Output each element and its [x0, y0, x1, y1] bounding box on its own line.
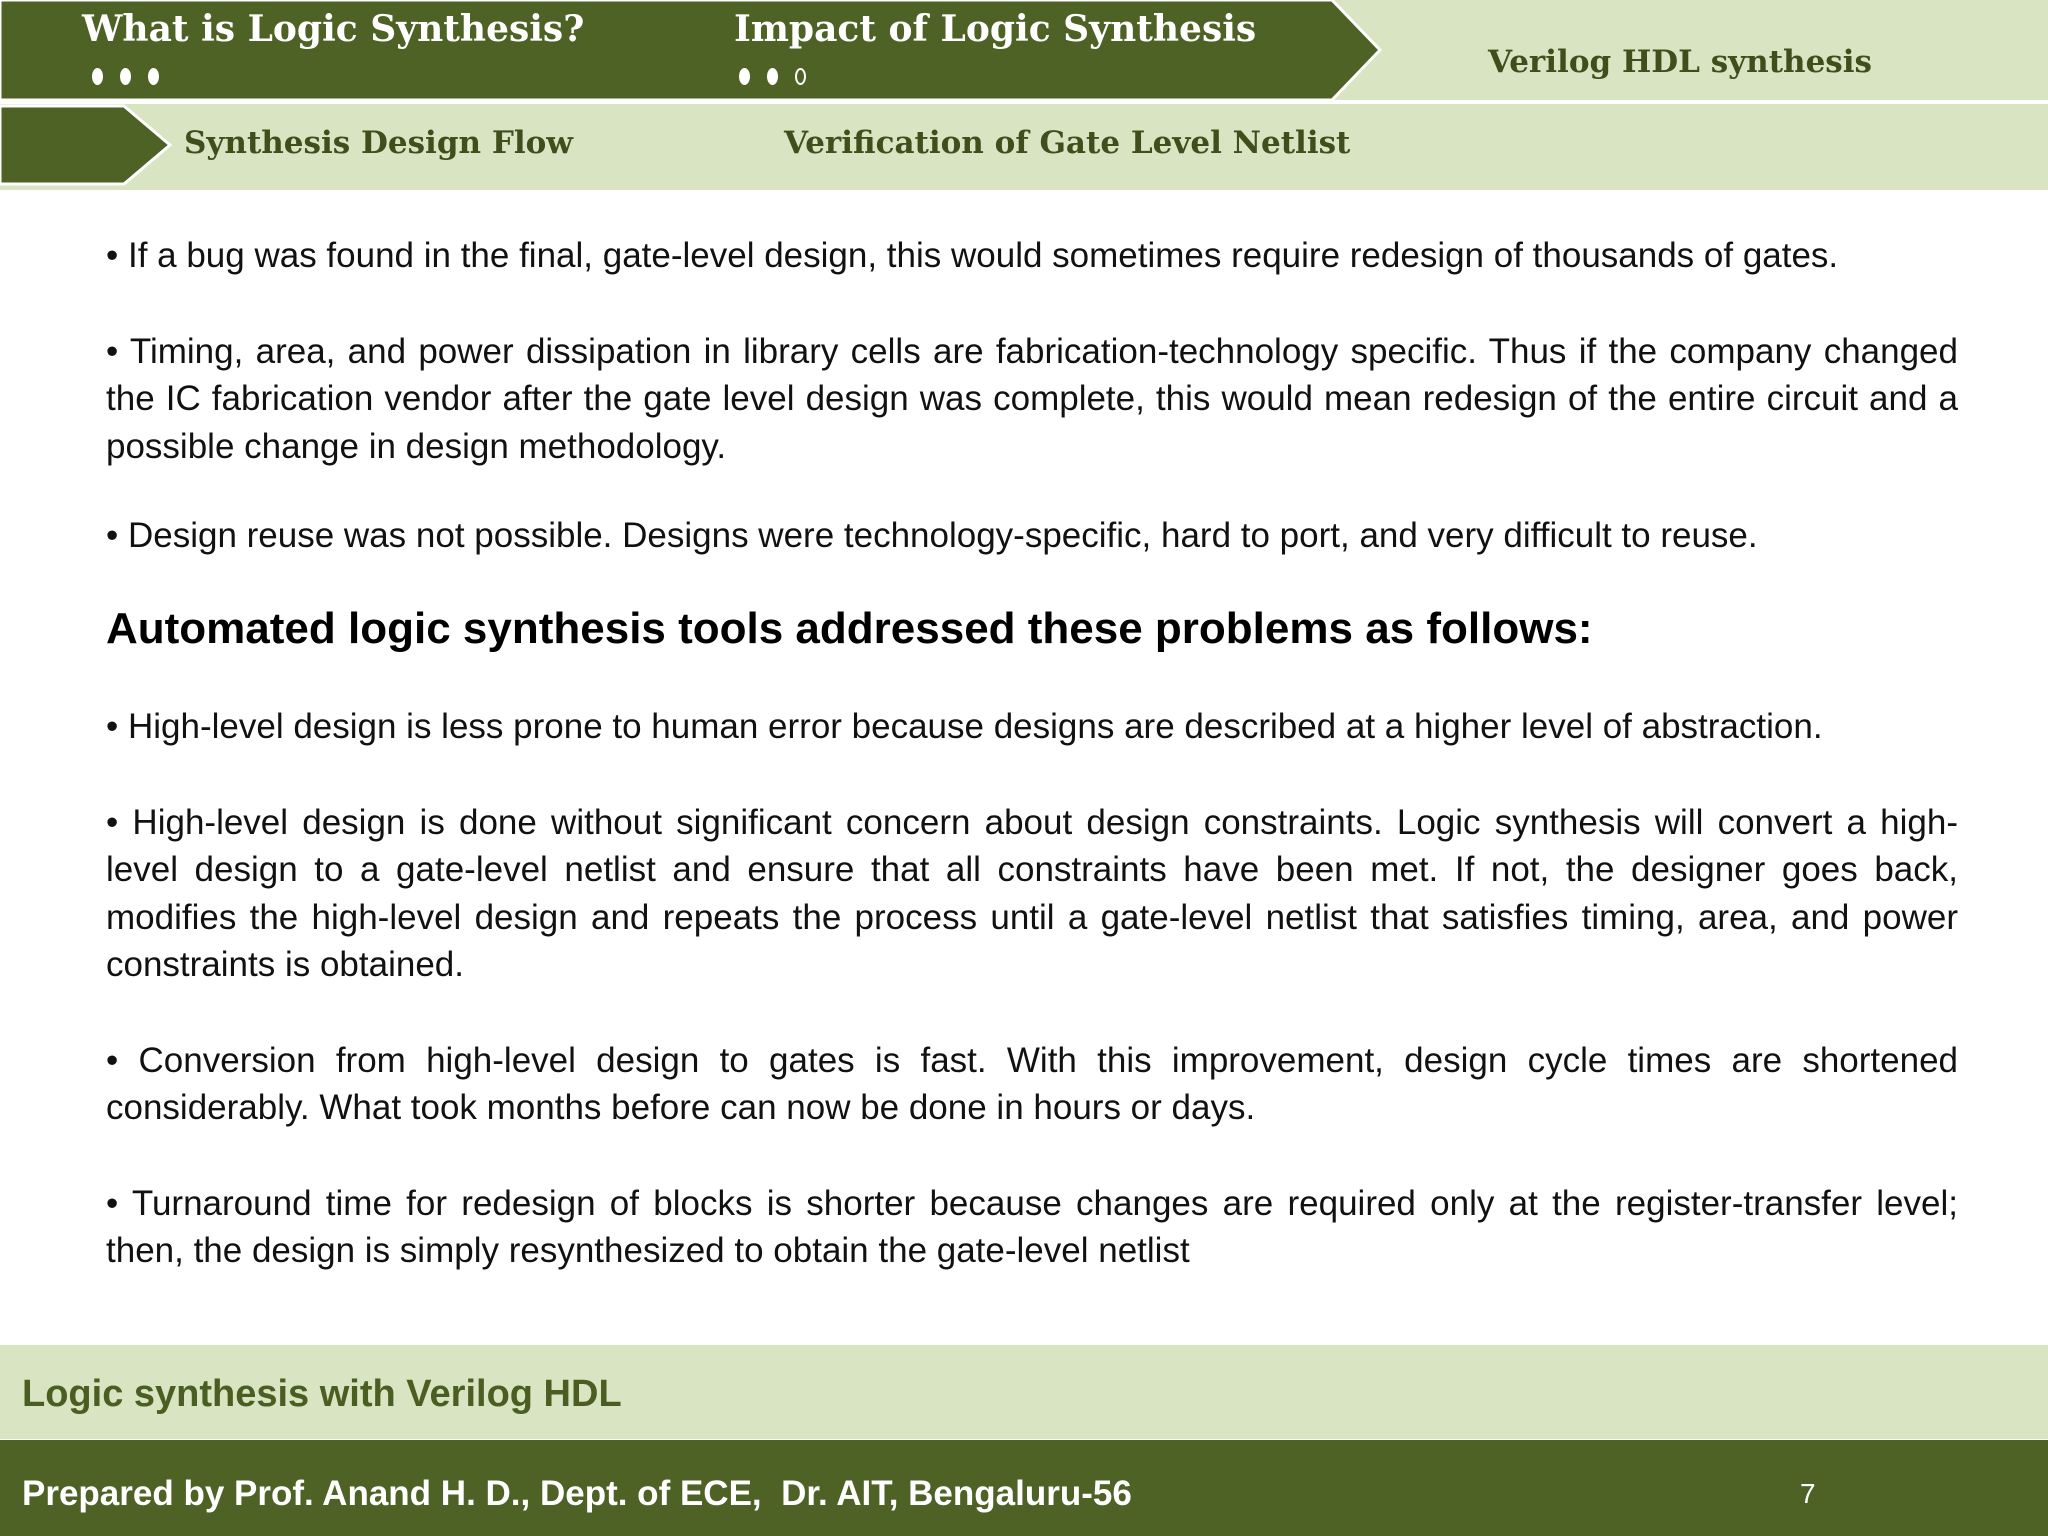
footer-credit-bar — [0, 1440, 2048, 1536]
nav-section-verilog-hdl-synthesis[interactable]: Verilog HDL synthesis — [1488, 44, 1872, 80]
solution-bullet: • High-level design is done without significant concern about design constraints. Logic synthesis will convert a high-level design to a gate-level netlist and ensure that all constraints have been met. If not, the designer goes back, modifies the high-level design and repeats the process until a gate-level netlist that satisfies timing, area, and power constraints is obtained. — [106, 802, 1958, 985]
footer-credit: Prepared by Prof. Anand H. D., Dept. of ECE, Dr. AIT, Bengaluru-56 — [22, 1474, 1132, 1513]
progress-dot-empty — [795, 68, 806, 85]
progress-dot-filled — [739, 68, 750, 85]
nav-subsection-verification-of-gate-level-netlist[interactable]: Verification of Gate Level Netlist — [784, 125, 1351, 161]
progress-dot-filled — [767, 68, 778, 85]
nav-subsection-synthesis-design-flow[interactable]: Synthesis Design Flow — [184, 125, 573, 161]
problem-bullet: • If a bug was found in the final, gate-level design, this would sometimes require redesign of thousands of gates. — [106, 236, 1839, 275]
section-progress-dots — [739, 68, 806, 85]
section-heading: Automated logic synthesis tools addressed these problems as follows: — [106, 603, 1593, 653]
nav-section-what-is-logic-synthesis[interactable]: What is Logic Synthesis? — [82, 8, 585, 50]
problem-bullet: • Design reuse was not possible. Designs were technology-specific, hard to port, and very difficult to reuse. — [106, 516, 1758, 555]
nav-section-impact-of-logic-synthesis[interactable]: Impact of Logic Synthesis — [734, 8, 1257, 50]
solution-bullet: • Turnaround time for redesign of blocks is shorter because changes are required only at the register-transfer level; then, the design is simply resynthesized to obtain the gate-level netlist — [106, 1183, 1958, 1271]
footer-title: Logic synthesis with Verilog HDL — [22, 1373, 622, 1415]
solution-bullet: • Conversion from high-level design to gates is fast. With this improvement, design cycle times are shortened considerably. What took months before can now be done in hours or days. — [106, 1040, 1958, 1128]
solution-bullet: • High-level design is less prone to human error because designs are described at a higher level of abstraction. — [106, 707, 1823, 747]
progress-dot-filled — [92, 68, 103, 85]
page-number: 7 — [1800, 1478, 1816, 1509]
progress-dot-filled — [148, 68, 159, 85]
subsection-arrow — [0, 106, 170, 184]
slide-navigation-bar — [0, 0, 2048, 190]
footer-title-bar — [0, 1345, 2048, 1439]
problem-bullet: • Timing, area, and power dissipation in library cells are fabrication-technology specific. Thus if the company changed the IC fabrication vendor after the gate level design was complete, this would mean redesign of the entire circuit and a possible change in design methodology. — [106, 331, 1958, 466]
progress-dot-filled — [120, 68, 131, 85]
section-progress-dots — [92, 68, 159, 85]
slide-content — [106, 232, 1958, 1275]
